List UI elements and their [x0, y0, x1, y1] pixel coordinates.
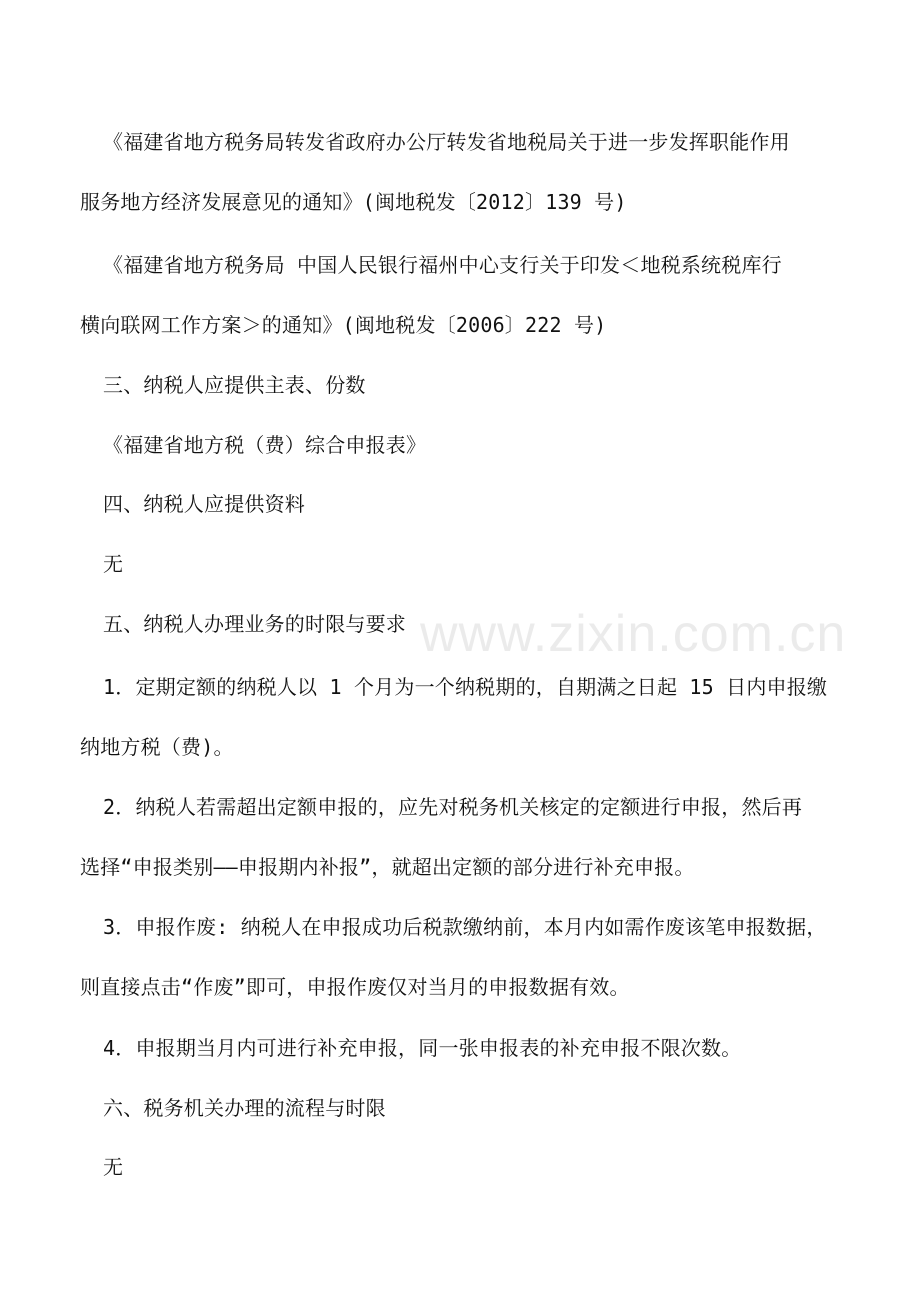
paragraph-line: 4．申报期当月内可进行补充申报，同一张申报表的补充申报不限次数。 [103, 1036, 742, 1060]
paragraph-line: 服务地方经济发展意见的通知》(闽地税发〔2012〕139 号) [80, 190, 627, 214]
paragraph-line: 3．申报作废: 纳税人在申报成功后税款缴纳前，本月内如需作废该笔申报数据， [103, 915, 827, 939]
paragraph-line: 横向联网工作方案＞的通知》(闽地税发〔2006〕222 号) [80, 313, 607, 337]
paragraph-line: 1．定期定额的纳税人以 1 个月为一个纳税期的，自期满之日起 15 日内申报缴 [103, 675, 828, 699]
section-heading: 三、纳税人应提供主表、份数 [103, 373, 366, 397]
paragraph-line: 《福建省地方税务局 中国人民银行福州中心支行关于印发＜地税系统税库行 [103, 253, 782, 277]
paragraph-line: 纳地方税（费)。 [80, 735, 234, 759]
watermark: www.zixin.com.cn [420, 605, 847, 663]
section-heading: 六、税务机关办理的流程与时限 [103, 1096, 386, 1120]
section-heading: 五、纳税人办理业务的时限与要求 [103, 612, 406, 636]
paragraph-line: 2．纳税人若需超出定额申报的，应先对税务机关核定的定额进行申报，然后再 [103, 795, 803, 819]
paragraph-line: 《福建省地方税务局转发省政府办公厅转发省地税局关于进一步发挥职能作用 [103, 130, 790, 154]
paragraph-line: 《福建省地方税（费）综合申报表》 [103, 433, 427, 457]
paragraph-line: 无 [103, 1155, 124, 1179]
paragraph-line: 则直接点击“作废”即可，申报作废仅对当月的申报数据有效。 [80, 975, 630, 999]
paragraph-line: 无 [103, 552, 124, 576]
paragraph-line: 选择“申报类别——申报期内补报”，就超出定额的部分进行补充申报。 [80, 855, 695, 879]
section-heading: 四、纳税人应提供资料 [103, 492, 305, 516]
